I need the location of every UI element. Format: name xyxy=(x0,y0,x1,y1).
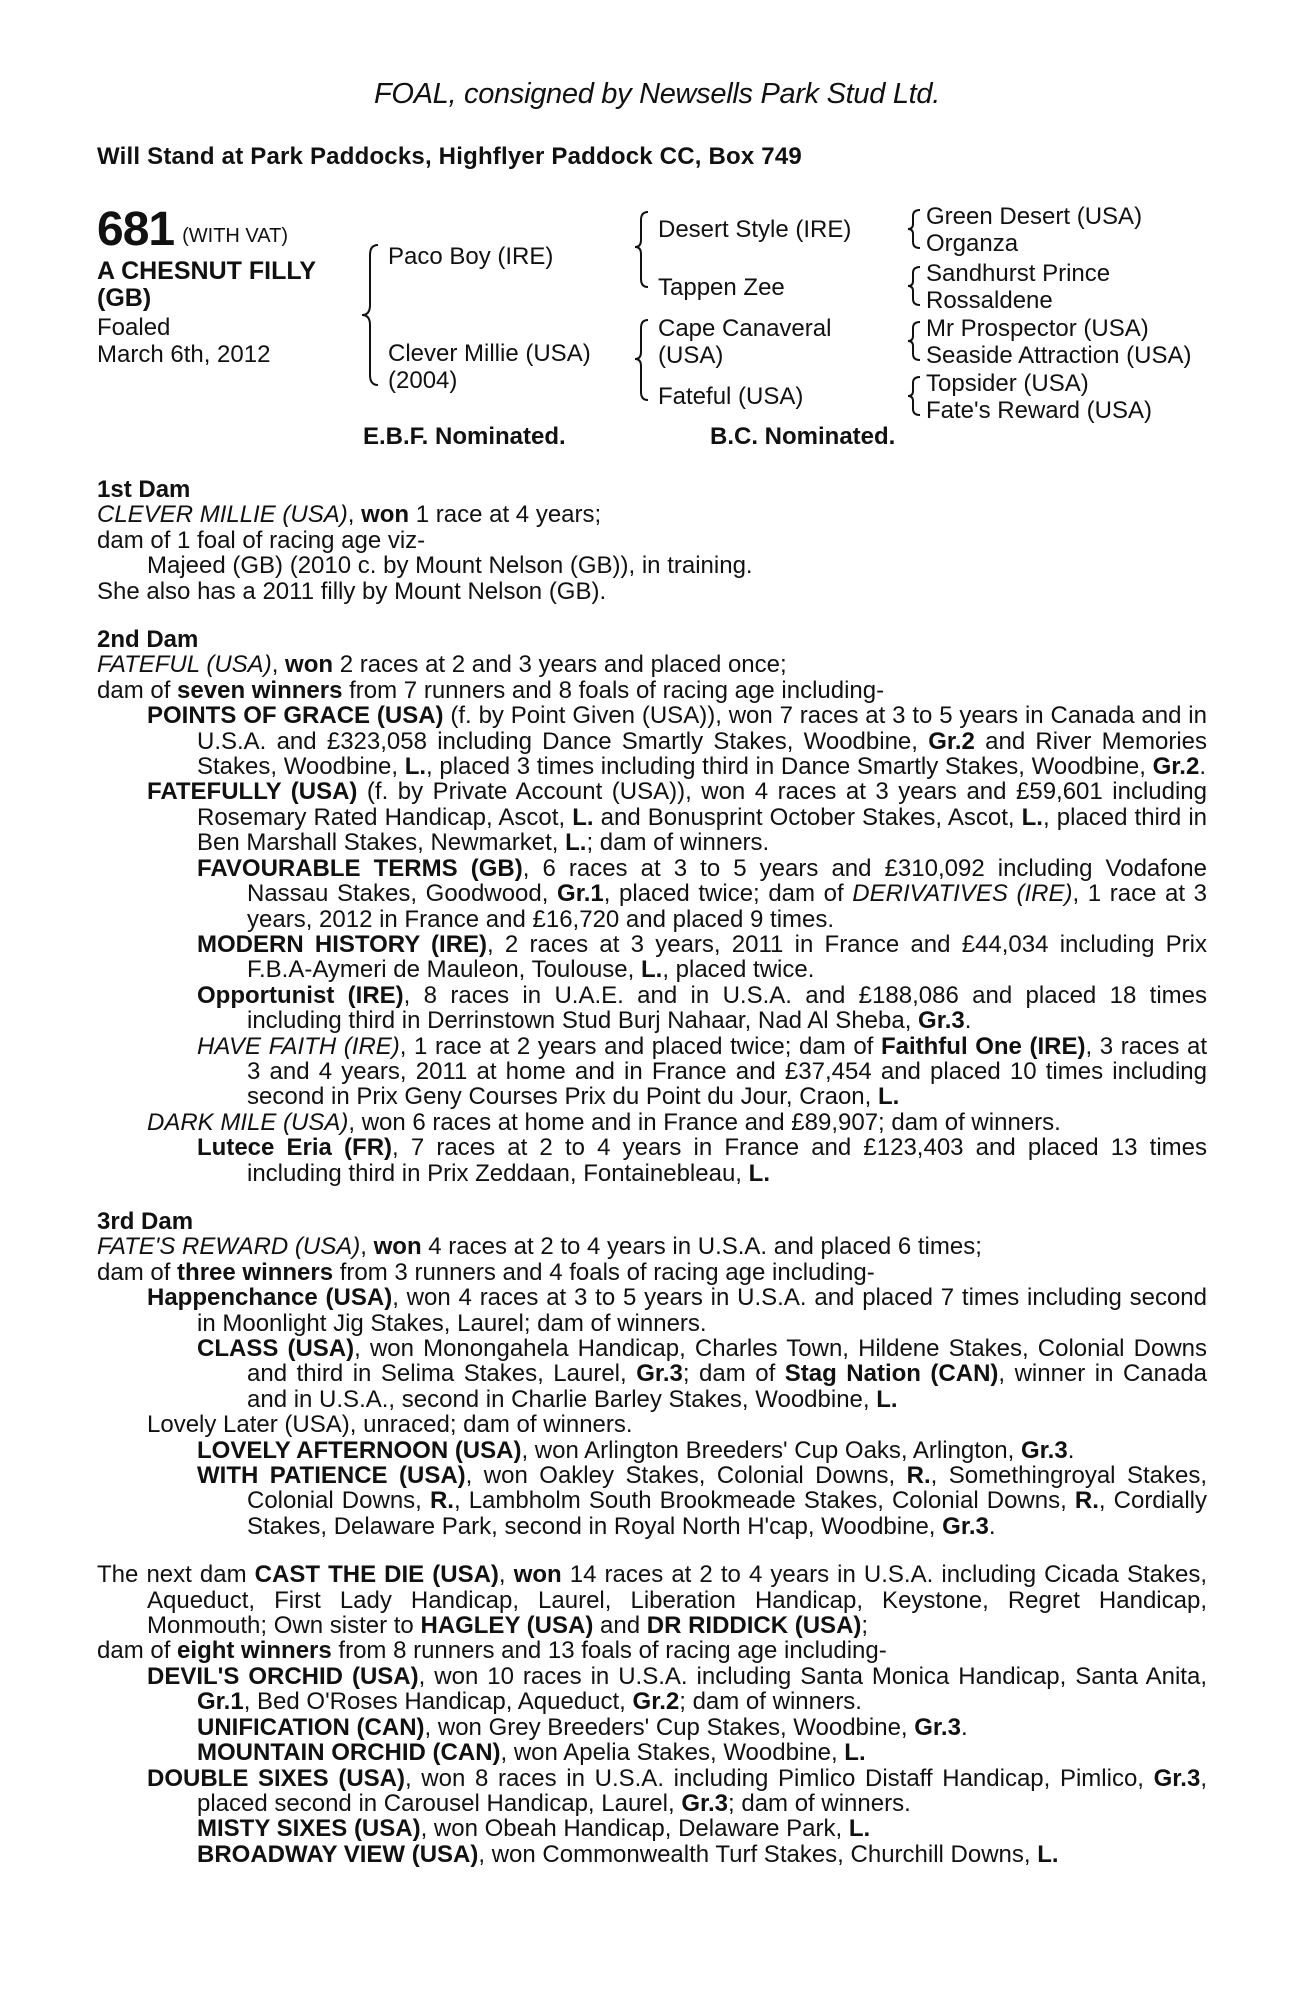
vat-label: (WITH VAT) xyxy=(182,225,288,247)
brace-g1 xyxy=(908,210,920,248)
sire: Paco Boy (IRE) xyxy=(388,243,554,270)
list-item: FATEFULLY (USA) (f. by Private Account (USA)), won 4 races at 3 years and £59,601 including Rosemary Rated Handicap, Ascot, L. and Bonusprint October Stakes, Ascot, L., placed third in Ben Marshall Stakes, Newmarket, L.; dam of winners. xyxy=(147,778,1208,857)
stand-location: Will Stand at Park Paddocks, Highflyer Paddock CC, Box 749 xyxy=(97,143,802,170)
brace-dam-line xyxy=(635,320,648,400)
brace-generation-1 xyxy=(362,245,378,385)
dam-dam: Fateful (USA) xyxy=(658,383,804,410)
produce-record xyxy=(97,477,1207,1867)
first-dam-line: CLEVER MILLIE (USA), won 1 race at 4 years; xyxy=(97,501,602,529)
dam-name: Clever Millie (USA) xyxy=(388,340,591,367)
list-item: POINTS OF GRACE (USA) (f. by Point Given (USA)), won 7 races at 3 to 5 years in Canada and in U.S.A. and £323,058 including Dance Smartly Stakes, Woodbine, Gr.2 and River Memories Stakes, Woodbine, L., placed 3 times including third in Dance Smartly Stakes, Woodbine, Gr.2. xyxy=(147,702,1207,781)
brace-g3 xyxy=(908,322,920,360)
list-item: Lutece Eria (FR), 7 races at 2 to 4 years in France and £123,403 and placed 13 times including third in Prix Zeddaan, Fontainebleau, L. xyxy=(197,1134,1207,1187)
first-dam-heading: 1st Dam xyxy=(97,476,191,503)
grandparent-2: Organza xyxy=(926,230,1019,257)
list-item: LOVELY AFTERNOON (USA), won Arlington Breeders' Cup Oaks, Arlington, Gr.3. xyxy=(197,1436,1075,1464)
first-dam-foals: dam of 1 foal of racing age viz- xyxy=(97,526,426,554)
grandparent-6: Seaside Attraction (USA) xyxy=(926,342,1192,369)
grandparent-1: Green Desert (USA) xyxy=(926,203,1143,230)
list-item: MOUNTAIN ORCHID (CAN), won Apelia Stakes, Woodbine, L. xyxy=(197,1739,866,1767)
brace-g2 xyxy=(908,267,920,305)
dam-sire-name: Cape Canaveral xyxy=(658,315,832,342)
list-item: Opportunist (IRE), 8 races in U.A.E. and in U.S.A. and £188,086 and placed 18 times including third in Derrinstown Stud Burj Nahaar, Nad Al Sheba, Gr.3. xyxy=(197,981,1208,1035)
first-dam-produce: Majeed (GB) (2010 c. by Mount Nelson (GB)), in training. xyxy=(147,552,753,580)
third-dam-winners: dam of three winners from 3 runners and 4 foals of racing age including- xyxy=(97,1258,875,1286)
sire-dam: Tappen Zee xyxy=(658,274,785,301)
grandparent-7: Topsider (USA) xyxy=(926,370,1089,397)
horse-country: (GB) xyxy=(97,284,152,312)
consignment-line: FOAL, consigned by Newsells Park Stud Ltd. xyxy=(373,78,941,110)
second-dam-line: FATEFUL (USA), won 2 races at 2 and 3 years and placed once; xyxy=(97,651,787,679)
list-item: MODERN HISTORY (IRE), 2 races at 3 years, 2011 in France and £44,034 including Prix F.B.A-Aymeri de Mauleon, Toulouse, L., placed twice. xyxy=(197,930,1207,984)
second-dam-heading: 2nd Dam xyxy=(97,626,199,654)
dam xyxy=(388,340,591,394)
dam-year: (2004) xyxy=(388,367,458,394)
next-dam-line: The next dam CAST THE DIE (USA), won 14 races at 2 to 4 years in U.S.A. including Cicada Stakes, Aqueduct, First Lady Handicap, Laurel, Liberation Handicap, Keystone, Regret Handicap, Monmouth; Own sister to HAGLEY (USA) and DR RIDDICK (USA); xyxy=(97,1561,1208,1640)
brace-g4 xyxy=(908,377,920,415)
ebf-nomination: E.B.F. Nominated. xyxy=(363,423,566,450)
grandparent-5: Mr Prospector (USA) xyxy=(926,315,1149,342)
foaled-date: March 6th, 2012 xyxy=(97,341,271,368)
list-item: Lovely Later (USA), unraced; dam of winners. xyxy=(147,1411,633,1439)
grandparent-4: Rossaldene xyxy=(926,287,1053,314)
list-item: CLASS (USA), won Monongahela Handicap, Charles Town, Hildene Stakes, Colonial Downs and third in Selima Stakes, Laurel, Gr.3; dam of Stag Nation (CAN), winner in Canada and in U.S.A., second in Charlie Barley Stakes, Woodbine, L. xyxy=(197,1335,1208,1413)
list-item: Happenchance (USA), won 4 races at 3 to 5 years in U.S.A. and placed 7 times including second in Moonlight Jig Stakes, Laurel; dam of winners. xyxy=(147,1284,1207,1337)
third-dam-line: FATE'S REWARD (USA), won 4 races at 2 to 4 years in U.S.A. and placed 6 times; xyxy=(97,1233,982,1261)
horse-sex: A CHESNUT FILLY xyxy=(97,257,316,285)
dam-sire-country: (USA) xyxy=(658,342,724,369)
bc-nomination: B.C. Nominated. xyxy=(710,423,896,450)
dam-sire xyxy=(658,315,831,369)
list-item: WITH PATIENCE (USA), won Oakley Stakes, Colonial Downs, R., Somethingroyal Stakes, Colonial Downs, R., Lambholm South Brookmeade Stakes, Colonial Downs, R., Cordially Stakes, Delaware Park, second in Royal North H'cap, Woodbine, Gr.3. xyxy=(197,1462,1207,1540)
brace-sire-line xyxy=(635,212,648,287)
list-item: FAVOURABLE TERMS (GB), 6 races at 3 to 5 years and £310,092 including Vodafone Nassau Stakes, Goodwood, Gr.1, placed twice; dam of DERIVATIVES (IRE), 1 race at 3 years, 2012 in France and £16,720 and placed 9 times. xyxy=(197,854,1208,933)
sire-sire: Desert Style (IRE) xyxy=(658,216,852,243)
second-dam-winners: dam of seven winners from 7 runners and 8 foals of racing age including- xyxy=(97,676,885,704)
list-item: BROADWAY VIEW (USA), won Commonwealth Turf Stakes, Churchill Downs, L. xyxy=(197,1840,1059,1868)
third-dam-heading: 3rd Dam xyxy=(97,1207,194,1235)
list-item: MISTY SIXES (USA), won Obeah Handicap, Delaware Park, L. xyxy=(197,1815,871,1843)
list-item: DARK MILE (USA), won 6 races at home and in France and £89,907; dam of winners. xyxy=(147,1108,1061,1136)
grandparent-3: Sandhurst Prince xyxy=(926,260,1111,287)
first-dam-note: She also has a 2011 filly by Mount Nelson (GB). xyxy=(97,577,607,605)
grandparent-8: Fate's Reward (USA) xyxy=(926,397,1152,424)
list-item: DOUBLE SIXES (USA), won 8 races in U.S.A. including Pimlico Distaff Handicap, Pimlico, Gr.3, placed second in Carousel Handicap, Laurel, Gr.3; dam of winners. xyxy=(147,1764,1207,1817)
foaled-label: Foaled xyxy=(97,314,171,341)
list-item: DEVIL'S ORCHID (USA), won 10 races in U.S.A. including Santa Monica Handicap, Santa Anita, Gr.1, Bed O'Roses Handicap, Aqueduct, Gr.2; dam of winners. xyxy=(147,1662,1207,1716)
lot-number: 681 xyxy=(97,203,175,256)
list-item: UNIFICATION (CAN), won Grey Breeders' Cup Stakes, Woodbine, Gr.3. xyxy=(197,1713,968,1741)
list-item: HAVE FAITH (IRE), 1 race at 2 years and placed twice; dam of Faithful One (IRE), 3 races at 3 and 4 years, 2011 at home and in France and £37,454 and placed 10 times including second in Prix Geny Courses Prix du Point du Jour, Craon, L. xyxy=(197,1032,1208,1111)
next-dam-winners: dam of eight winners from 8 runners and 13 foals of racing age including- xyxy=(97,1637,887,1665)
